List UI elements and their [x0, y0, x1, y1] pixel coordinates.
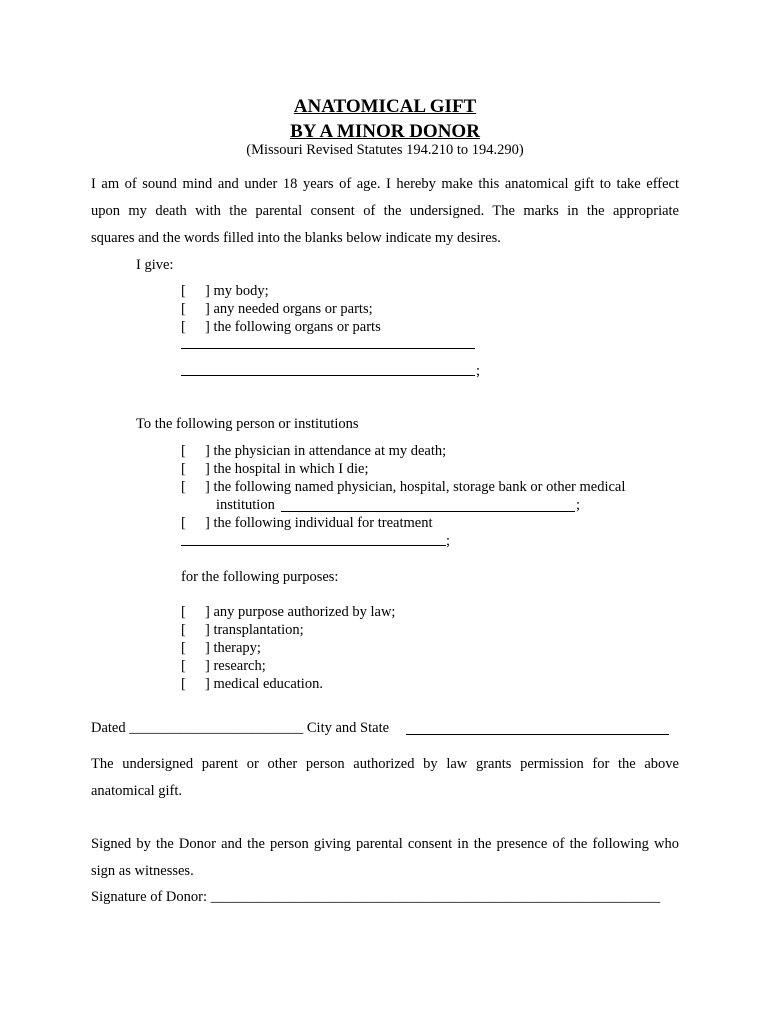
- individual-terminator: ;: [446, 533, 451, 549]
- individual-blank[interactable]: [181, 545, 446, 546]
- consent-line-2: anatomical gift.: [91, 783, 182, 799]
- recipient-option-label: ] the hospital in which I die;: [205, 461, 369, 477]
- checkbox-bracket[interactable]: [: [181, 640, 186, 656]
- purpose-option-label: ] medical education.: [205, 676, 323, 692]
- title-line-2: BY A MINOR DONOR: [290, 121, 480, 142]
- checkbox-bracket[interactable]: [: [181, 301, 186, 317]
- gift-option-label: ] any needed organs or parts;: [205, 301, 373, 317]
- gift-option-label: ] my body;: [205, 283, 269, 299]
- checkbox-bracket[interactable]: [: [181, 319, 186, 335]
- gift-option-body[interactable]: [181, 284, 269, 299]
- gift-option-organs[interactable]: [181, 302, 373, 317]
- signed-line-2: sign as witnesses.: [91, 863, 194, 879]
- purpose-option-label: ] therapy;: [205, 640, 261, 656]
- organs-blank-line-1[interactable]: [181, 348, 475, 349]
- city-state-blank[interactable]: [406, 734, 669, 735]
- recipient-option-named[interactable]: [181, 480, 625, 495]
- checkbox-bracket[interactable]: [: [181, 283, 186, 299]
- institution-label: institution: [216, 497, 275, 513]
- signature-row: [91, 890, 660, 905]
- title-line-1: ANATOMICAL GIFT: [293, 96, 477, 117]
- recipient-option-label: ] the following individual for treatment: [205, 515, 433, 531]
- i-give-label: I give:: [136, 257, 174, 273]
- gift-option-label: ] the following organs or parts: [205, 319, 381, 335]
- organs-blank-line-2[interactable]: [181, 375, 475, 376]
- checkbox-bracket[interactable]: [: [181, 461, 186, 477]
- consent-line-1: The undersigned parent or other person authorized by law grants permission for the above: [91, 756, 679, 772]
- dated-row: [91, 721, 389, 736]
- intro-line-2: upon my death with the parental consent of the undersigned. The marks in the appropriate: [91, 203, 679, 219]
- purpose-option-therapy[interactable]: [181, 641, 261, 656]
- recipient-option-label: ] the following named physician, hospital, storage bank or other medical: [205, 479, 626, 495]
- city-state-label: City and State: [306, 720, 390, 736]
- checkbox-bracket[interactable]: [: [181, 622, 186, 638]
- signed-line-1: Signed by the Donor and the person giving parental consent in the presence of the following who: [91, 836, 679, 852]
- checkbox-bracket[interactable]: [: [181, 604, 186, 620]
- purpose-option-label: ] research;: [205, 658, 266, 674]
- purposes-heading: for the following purposes:: [181, 569, 339, 585]
- institution-blank[interactable]: [281, 511, 575, 512]
- dated-label: Dated: [91, 720, 126, 736]
- purpose-option-label: ] any purpose authorized by law;: [205, 604, 396, 620]
- purpose-option-education[interactable]: [181, 677, 323, 692]
- purpose-option-transplantation[interactable]: [181, 623, 304, 638]
- gift-option-specific[interactable]: [181, 320, 381, 335]
- signature-label: Signature of Donor:: [91, 889, 207, 905]
- recipient-option-physician[interactable]: [181, 444, 446, 459]
- subtitle: (Missouri Revised Statutes 194.210 to 194.290): [246, 142, 524, 158]
- recipient-heading: To the following person or institutions: [136, 416, 359, 432]
- recipient-option-hospital[interactable]: [181, 462, 369, 477]
- checkbox-bracket[interactable]: [: [181, 676, 186, 692]
- recipient-option-individual[interactable]: [181, 516, 433, 531]
- intro-line-3: squares and the words filled into the blanks below indicate my desires.: [91, 230, 501, 246]
- organs-blank-terminator: ;: [476, 363, 481, 379]
- dated-blank[interactable]: ________________________: [129, 720, 304, 736]
- institution-terminator: ;: [576, 497, 581, 513]
- checkbox-bracket[interactable]: [: [181, 515, 186, 531]
- intro-line-1: I am of sound mind and under 18 years of age. I hereby make this anatomical gift to take effect: [91, 176, 679, 192]
- checkbox-bracket[interactable]: [: [181, 443, 186, 459]
- signature-blank[interactable]: ______________________________________________________________: [210, 889, 661, 905]
- recipient-option-label: ] the physician in attendance at my death;: [205, 443, 447, 459]
- purpose-option-any[interactable]: [181, 605, 395, 620]
- purpose-option-research[interactable]: [181, 659, 266, 674]
- checkbox-bracket[interactable]: [: [181, 658, 186, 674]
- checkbox-bracket[interactable]: [: [181, 479, 186, 495]
- purpose-option-label: ] transplantation;: [205, 622, 304, 638]
